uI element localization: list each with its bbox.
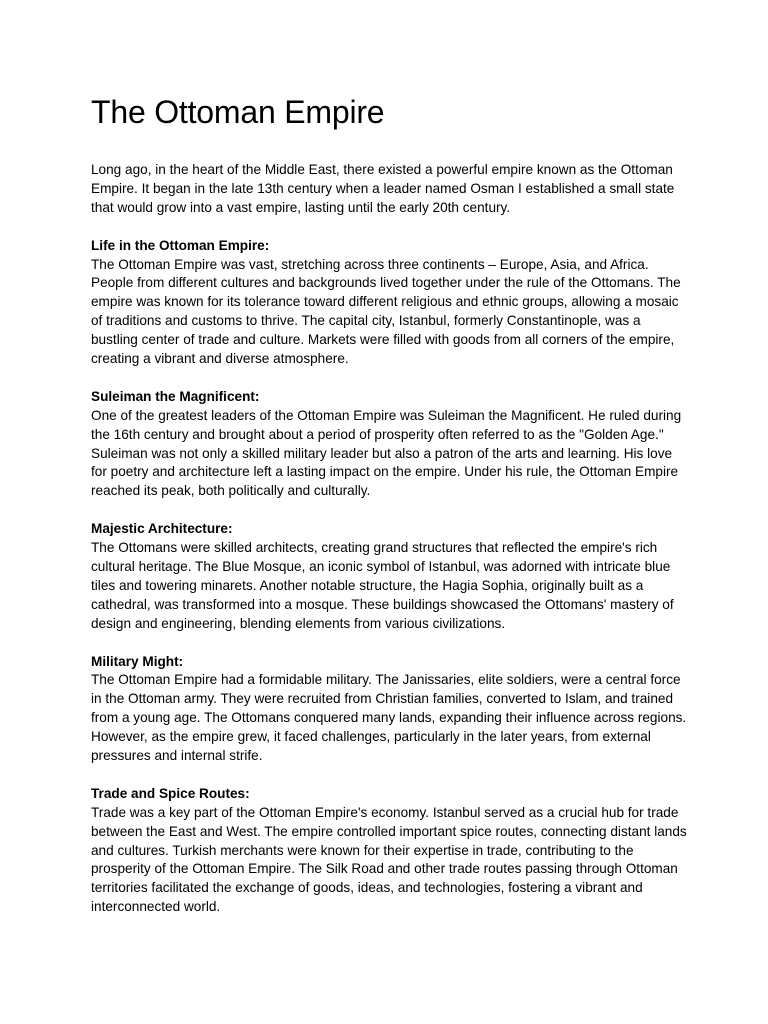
section-heading: Trade and Spice Routes: [91,785,250,801]
section-body: Trade was a key part of the Ottoman Empire's economy. Istanbul served as a crucial hub for trade between the East and West. The empire controlled important spice routes, connecting distant lands and cultures. Turkish merchants were known for their expertise in trade, contributing to the prosperity of the Ottoman Empire. The Silk Road and other trade routes passing through Ottoman territories facilitated the exchange of goods, ideas, and technologies, fostering a vibrant and interconnected world. [91,804,687,915]
section-architecture [91,520,691,633]
section-suleiman [91,388,691,501]
section-body: One of the greatest leaders of the Ottoman Empire was Suleiman the Magnificent. He ruled during the 16th century and brought about a period of prosperity often referred to as the "Golden Age." Suleiman was not only a skilled military leader but also a patron of the arts and learning. His love for poetry and architecture left a lasting impact on the empire. Under his rule, the Ottoman Empire reached its peak, both politically and culturally. [91,407,682,499]
document-page [91,92,691,936]
section-military [91,653,691,766]
section-heading: Majestic Architecture: [91,521,233,537]
section-body: The Ottoman Empire was vast, stretching across three continents – Europe, Asia, and Africa. People from different cultures and backgrounds lived together under the rule of the Ottomans. The empire was known for its tolerance toward different religious and ethnic groups, allowing a mosaic of traditions and customs to thrive. The capital city, Istanbul, formerly Constantinople, was a bustling center of trade and culture. Markets were filled with goods from all corners of the empire, creating a vibrant and diverse atmosphere. [91,256,681,367]
section-trade [91,785,691,917]
section-heading: Military Might: [91,653,184,669]
section-life [91,237,691,369]
section-body: The Ottoman Empire had a formidable military. The Janissaries, elite soldiers, were a central force in the Ottoman army. They were recruited from Christian families, converted to Islam, and trained from a young age. The Ottomans conquered many lands, expanding their influence across regions. However, as the empire grew, it faced challenges, particularly in the later years, from external pressures and internal strife. [91,672,687,764]
section-heading: Suleiman the Magnificent: [91,388,260,404]
section-heading: Life in the Ottoman Empire: [91,237,270,253]
section-body: The Ottomans were skilled architects, creating grand structures that reflected the empire's rich cultural heritage. The Blue Mosque, an iconic symbol of Istanbul, was adorned with intricate blue tiles and towering minarets. Another notable structure, the Hagia Sophia, originally built as a cathedral, was transformed into a mosque. These buildings showcased the Ottomans' mastery of design and engineering, blending elements from various civilizations. [91,540,674,631]
intro-paragraph: Long ago, in the heart of the Middle East, there existed a powerful empire known as the Ottoman Empire. It began in the late 13th century when a leader named Osman I established a small state that would grow into a vast empire, lasting until the early 20th century. [91,162,675,215]
page-title: The Ottoman Empire [91,94,385,130]
